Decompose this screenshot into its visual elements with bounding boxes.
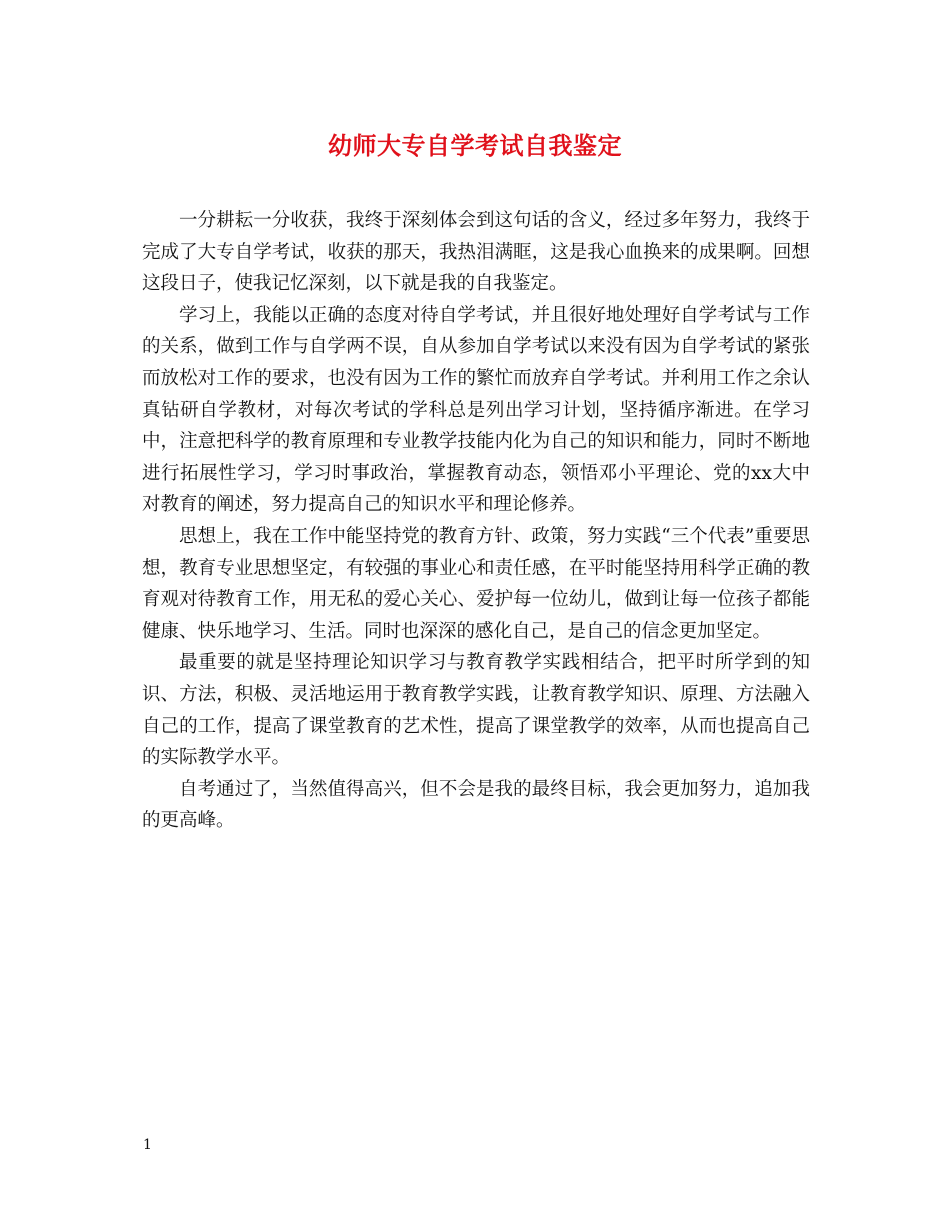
paragraph-intro: 一分耕耘一分收获，我终于深刻体会到这句话的含义，经过多年努力，我终于完成了大专自学考试，收获的那天，我热泪满眶，这是我心血换来的成果啊。回想这段日子，使我记忆深刻，以下就是我的自我鉴定。: [142, 210, 810, 295]
paragraph-thought: 思想上，我在工作中能坚持党的教育方针、政策，努力实践“三个代表”重要思想，教育专业思想坚定，有较强的事业心和责任感，在平时能坚持用科学正确的教育观对待教育工作，用无私的爱心关心、爱护每一位幼儿，做到让每一位孩子都能健康、快乐地学习、生活。同时也深深的感化自己，是自己的信念更加坚定。: [142, 525, 810, 642]
page-number: 1: [143, 1137, 152, 1153]
paragraph-study: 学习上，我能以正确的态度对待自学考试，并且很好地处理好自学考试与工作的关系，做到工作与自学两不误，自从参加自学考试以来没有因为自学考试的紧张而放松对工作的要求，也没有因为工作的繁忙而放弃自学考试。并利用工作之余认真钻研自学教材，对每次考试的学科总是列出学习计划，坚持循序渐进。在学习中，注意把科学的教育原理和专业教学技能内化为自己的知识和能力，同时不断地进行拓展性学习，学习时事政治，掌握教育动态，领悟邓小平理论、党的xx大中对教育的阐述，努力提高自己的知识水平和理论修养。: [142, 304, 810, 516]
document-body: [142, 205, 810, 837]
document-title: 幼师大专自学考试自我鉴定: [328, 131, 622, 160]
paragraph-conclusion: 自考通过了，当然值得高兴，但不会是我的最终目标，我会更加努力，追加我的更高峰。: [142, 778, 810, 832]
paragraph-practice: 最重要的就是坚持理论知识学习与教育教学实践相结合，把平时所学到的知识、方法，积极、灵活地运用于教育教学实践，让教育教学知识、原理、方法融入自己的工作，提高了课堂教育的艺术性，提高了课堂教学的效率，从而也提高自己的实际教学水平。: [142, 652, 810, 769]
